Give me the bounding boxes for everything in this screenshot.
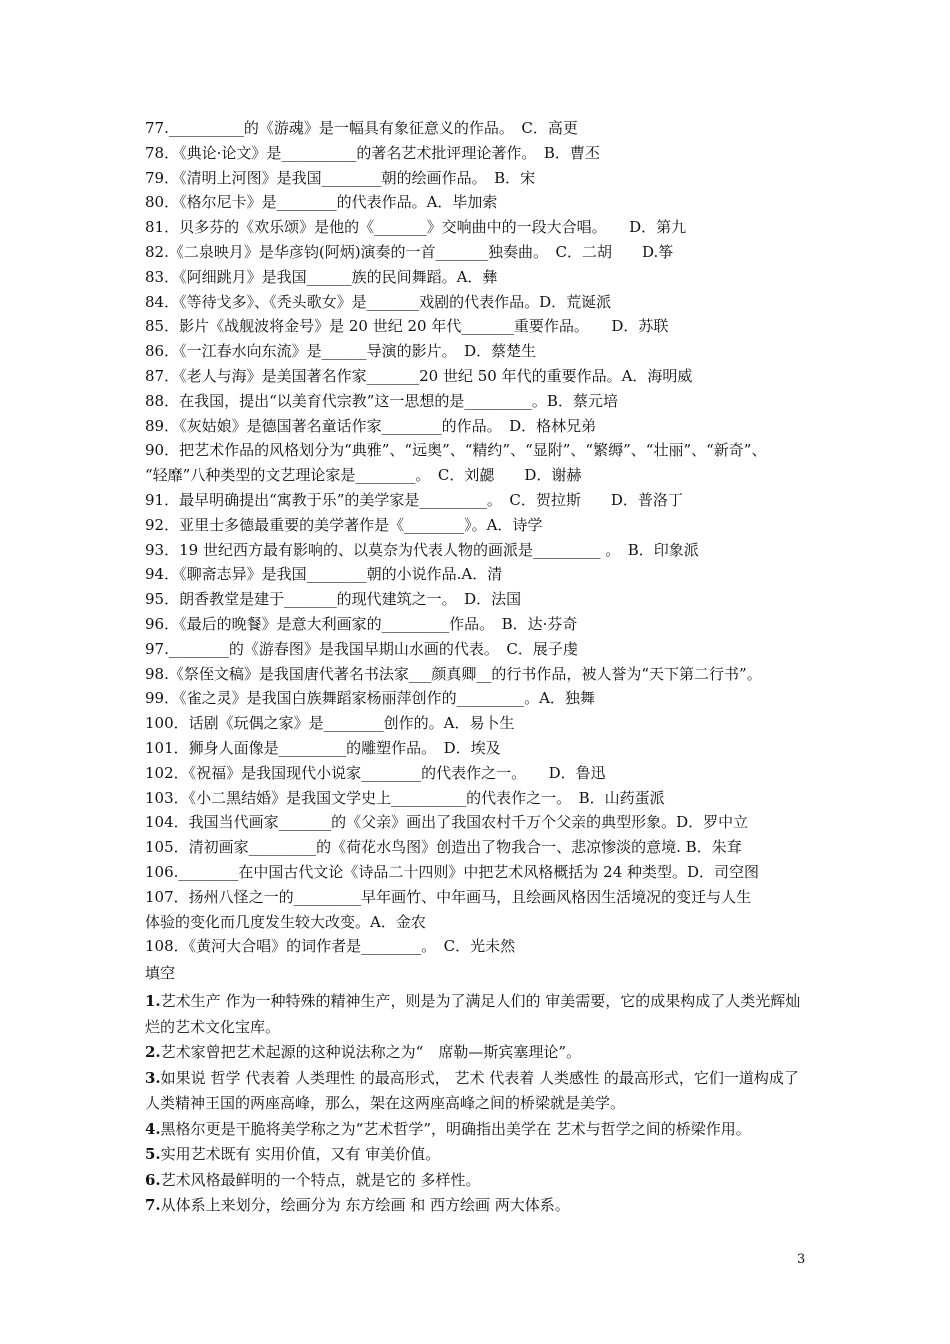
question-line: 107．扬州八怪之一的_________早年画竹、中年画马，且绘画风格因生活境况的变迁与人生: [145, 887, 752, 906]
question-line: 106.________在中国古代文论《诗品二十四则》中把艺术风格概括为 24 种类型。D．司空图: [145, 862, 760, 881]
fill-in-text: 艺术生产 作为一种特殊的精神生产，则是为了满足人们的 审美需要，它的成果构成了人类光辉灿烂的艺术文化宝库。: [145, 992, 801, 1036]
fill-in-number: 1.: [145, 992, 161, 1011]
question-line: 81．贝多芬的《欢乐颂》是他的《_______》交响曲中的一段大合唱。 D．第九: [145, 218, 687, 237]
question-line: 101．狮身人面像是_________的雕塑作品。 D．埃及: [145, 738, 501, 757]
fill-in-number: 4.: [145, 1119, 161, 1138]
question-line: 94．《聊斋志异》是我国________朝的小说作品.A．清: [145, 565, 503, 584]
question-line: 96．《最后的晚餐》是意大利画家的_________作品。 B．达·芬奇: [145, 614, 578, 633]
fill-in-number: 7.: [145, 1196, 161, 1215]
fill-in-text: 从体系上来划分，绘画分为 东方绘画 和 西方绘画 两大体系。: [160, 1196, 570, 1215]
question-line: 80．《格尔尼卡》是________的代表作品。A．毕加索: [145, 193, 498, 212]
fill-in-item: [145, 1193, 813, 1219]
fill-in-item: [145, 1142, 813, 1168]
fill-in-text: 艺术风格最鲜明的一个特点，就是它的 多样性。: [160, 1170, 481, 1189]
fill-in-text: 艺术家曾把艺术起源的这种说法称之为“ 席勒—斯宾塞理论”。: [160, 1043, 582, 1062]
question-line: 87．《老人与海》是美国著名作家_______20 世纪 50 年代的重要作品。A．海明威: [145, 366, 693, 385]
question-line: 82.《二泉映月》是华彦钧(阿炳)演奏的一首_______独奏曲。 C．二胡 D.筝: [145, 242, 674, 261]
question-line: 86．《一江春水向东流》是______导演的影片。 D．蔡楚生: [145, 342, 537, 361]
question-line: 79．《清明上河图》是我国________朝的绘画作品。 B．宋: [145, 168, 536, 187]
question-line: “轻靡”八种类型的文艺理论家是________。 C．刘勰 D．谢赫: [145, 466, 582, 485]
question-line: 91．最早明确提出“寓教于乐”的美学家是_________。 C．贺拉斯 D．普洛丁: [145, 490, 683, 509]
fill-in-number: 2.: [145, 1043, 161, 1062]
fill-in-number: 3.: [145, 1068, 161, 1087]
fill-in-item: [145, 1168, 813, 1194]
question-line: 97.________的《游春图》是我国早期山水画的代表。 C．展子虔: [145, 639, 578, 658]
question-line: 104．我国当代画家_______的《父亲》画出了我国农村千万个父亲的典型形象。D．罗中立: [145, 813, 749, 832]
fill-in-item: [145, 1040, 813, 1066]
section-title: 填空: [145, 964, 176, 983]
page-number: 3: [797, 1252, 806, 1267]
question-line: 92．亚里士多德最重要的美学著作是《________》。A．诗学: [145, 515, 543, 534]
fill-in-text: 黑格尔更是干脆将美学称之为“艺术哲学”，明确指出美学在 艺术与哲学之间的桥梁作用。: [160, 1119, 751, 1138]
fill-in-item: [145, 989, 813, 1040]
question-line: 100．话剧《玩偶之家》是________创作的。A．易卜生: [145, 714, 515, 733]
fill-in-item: [145, 1117, 813, 1143]
question-line: 102．《祝福》是我国现代小说家________的代表作之一。 D．鲁迅: [145, 763, 606, 782]
question-line: 85．影片《战舰波将金号》是 20 世纪 20 年代_______重要作品。 D．苏联: [145, 317, 669, 336]
question-line: 84．《等待戈多》、《秃头歌女》是_______戏剧的代表作品。D．荒诞派: [145, 292, 612, 311]
question-line: 95．朗香教堂是建于_______的现代建筑之一。 D．法国: [145, 590, 522, 609]
fill-in-text: 实用艺术既有 实用价值，又有 审美价值。: [160, 1145, 441, 1164]
fill-in-list: [145, 989, 813, 1219]
question-line: 77.__________的《游魂》是一幅具有象征意义的作品。 C．高更: [145, 119, 578, 137]
fill-in-item: [145, 1066, 813, 1117]
fill-in-number: 6.: [145, 1170, 161, 1189]
question-line: 98.《祭侄文稿》是我国唐代著名书法家___颜真卿__的行书作品，被人誉为“天下第二行书”。: [145, 664, 762, 683]
question-line: 103．《小二黑结婚》是我国文学史上__________的代表作之一。 B．山药蛋派: [145, 788, 665, 807]
question-line: 83．《阿细跳月》是我国______族的民间舞蹈。A．彝: [145, 267, 498, 286]
question-list: [145, 116, 813, 959]
fill-in-number: 5.: [145, 1145, 161, 1164]
question-line: 体验的变化而几度发生较大改变。A．金农: [145, 912, 426, 931]
question-line: 108．《黄河大合唱》的词作者是________。 C．光未然: [145, 937, 516, 956]
question-line: 105．清初画家_________的《荷花水鸟图》创造出了物我合一、悲凉惨淡的意境. B．朱耷: [145, 838, 742, 857]
question-line: 89．《灰姑娘》是德国著名童话作家________的作品。 D．格林兄弟: [145, 416, 597, 435]
question-line: 93．19 世纪西方最有影响的、以莫奈为代表人物的画派是_________ 。 B．印象派: [145, 540, 699, 559]
question-line: 90．把艺术作品的风格划分为“典雅”、“远奥”、“精约”、“显附”、“繁缛”、“壮丽”、“新奇”、: [145, 441, 767, 460]
fill-in-text: 如果说 哲学 代表着 人类理性 的最高形式， 艺术 代表着 人类感性 的最高形式，它们一道构成了人类精神王国的两座高峰，那么，架在这两座高峰之间的桥梁就是美学。: [145, 1068, 799, 1113]
page-content: [145, 116, 813, 1219]
question-line: 99．《雀之灵》是我国白族舞蹈家杨丽萍创作的_________。A．独舞: [145, 689, 595, 708]
question-line: 88．在我国，提出“以美育代宗教”这一思想的是_________。B．蔡元培: [145, 391, 618, 410]
question-line: 78．《典论·论文》是__________的著名艺术批评理论著作。 B．曹丕: [145, 143, 600, 162]
